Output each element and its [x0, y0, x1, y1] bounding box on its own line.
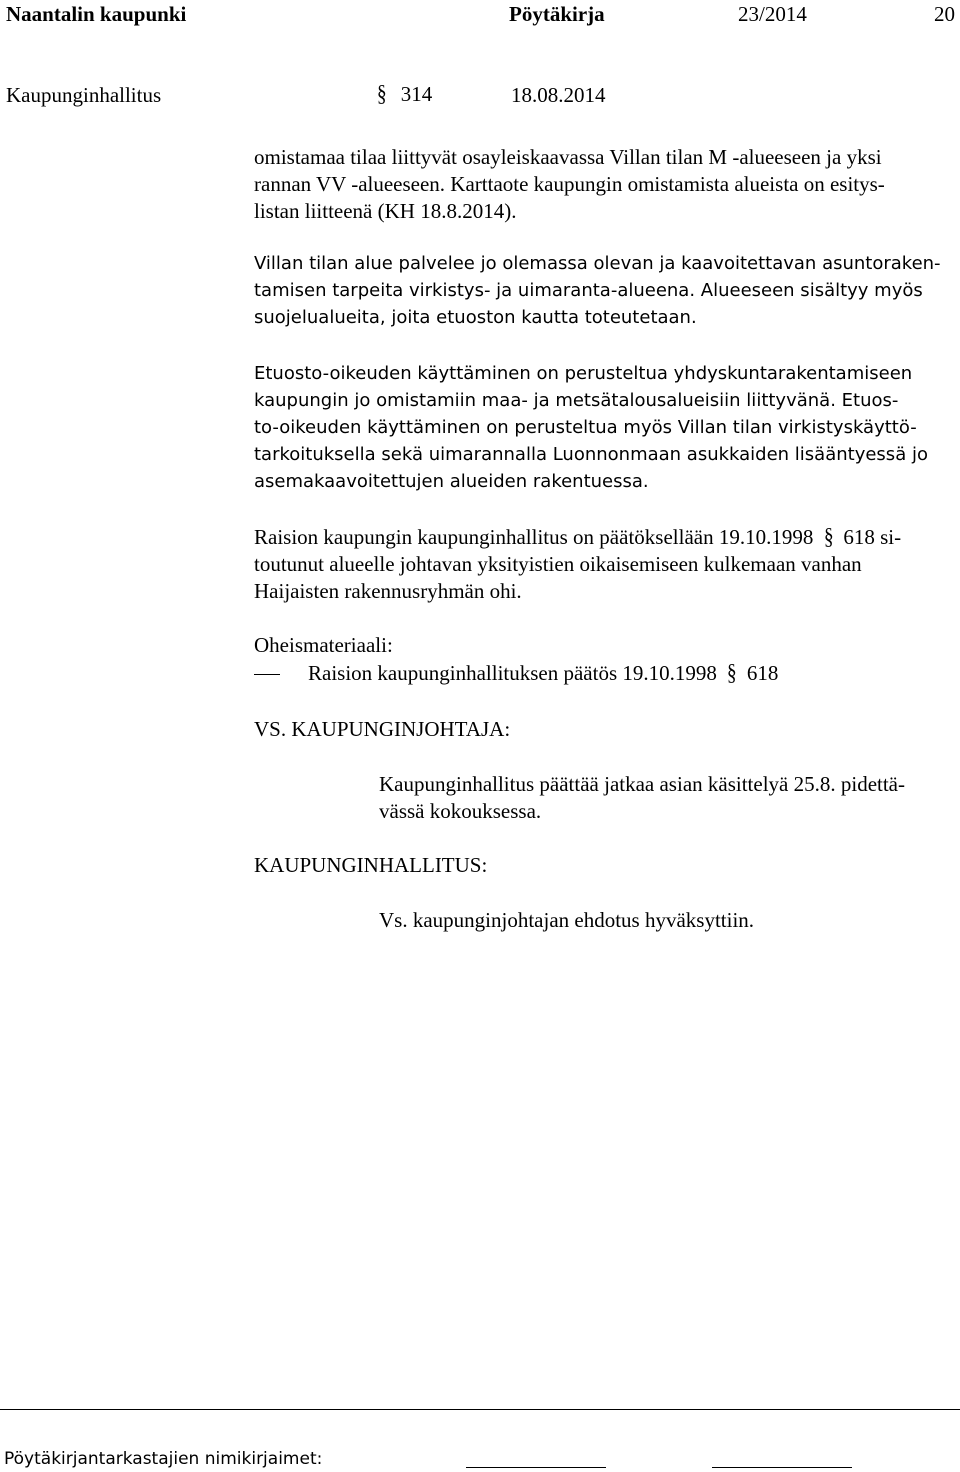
- page-number: 20: [934, 2, 955, 26]
- decision-heading: KAUPUNGINHALLITUS:: [254, 853, 488, 877]
- body-name: Kaupunginhallitus: [6, 83, 162, 107]
- attachment-text: Raision kaupunginhallituksen päätös 19.10.1998: [308, 661, 717, 685]
- section-symbol: §: [823, 524, 834, 549]
- paragraph-line: [254, 526, 901, 548]
- proposal-line: vässä kokouksessa.: [379, 799, 542, 823]
- attachments-heading: Oheismateriaali:: [254, 633, 393, 657]
- signatures-label: Pöytäkirjantarkastajien nimikirjaimet:: [4, 1449, 323, 1469]
- document-type: Pöytäkirja: [509, 2, 605, 26]
- paragraph-line: toutunut alueelle johtavan yksityistien oikaisemiseen kulkemaan vanhan: [254, 552, 862, 576]
- decision-text: Vs. kaupunginjohtajan ehdotus hyväksyttiin.: [379, 908, 755, 932]
- paragraph-line: listan liitteenä (KH 18.8.2014).: [254, 199, 517, 223]
- signature-line: [712, 1467, 852, 1468]
- section-number: 314: [400, 82, 433, 106]
- paragraph-text: 618 si-: [843, 525, 902, 549]
- paragraph-line: omistamaa tilaa liittyvät osayleiskaavassa Villan tilan M -alueeseen ja yksi: [254, 145, 882, 169]
- footer-divider: [0, 1409, 960, 1410]
- paragraph-text: Raision kaupungin kaupunginhallitus on päätöksellään 19.10.1998: [254, 525, 814, 549]
- list-dash: [254, 674, 280, 675]
- section-symbol: §: [726, 660, 737, 685]
- proposal-line: Kaupunginhallitus päättää jatkaa asian käsittelyä 25.8. pidettä-: [379, 772, 905, 796]
- paragraph-line: Villan tilan alue palvelee jo olemassa olevan ja kaavoitettavan asuntoraken-: [254, 253, 941, 274]
- proposal-heading: VS. KAUPUNGINJOHTAJA:: [254, 717, 511, 741]
- document-number: 23/2014: [738, 2, 807, 26]
- paragraph-line: to-oikeuden käyttäminen on perusteltua myös Villan tilan virkistyskäyttö-: [254, 417, 917, 438]
- section-symbol: §: [376, 81, 387, 106]
- attachment-section-number: 618: [746, 661, 779, 685]
- paragraph-line: Etuosto-oikeuden käyttäminen on perusteltua yhdyskuntarakentamiseen: [254, 363, 913, 384]
- signature-line: [466, 1467, 606, 1468]
- municipality-name: Naantalin kaupunki: [6, 2, 187, 26]
- section-reference: [376, 81, 432, 107]
- meeting-date: 18.08.2014: [511, 83, 606, 107]
- paragraph-line: asemakaavoitettujen alueiden rakentuessa.: [254, 471, 649, 492]
- attachment-item: [308, 662, 778, 684]
- paragraph-line: suojelualueita, joita etuoston kautta toteutetaan.: [254, 307, 697, 328]
- paragraph-line: rannan VV -alueeseen. Karttaote kaupungin omistamista alueista on esitys-: [254, 172, 885, 196]
- paragraph-line: tamisen tarpeita virkistys- ja uimaranta-alueena. Alueeseen sisältyy myös: [254, 280, 923, 301]
- paragraph-line: Haijaisten rakennusryhmän ohi.: [254, 579, 522, 603]
- paragraph-line: tarkoituksella sekä uimarannalla Luonnonmaan asukkaiden lisääntyessä jo: [254, 444, 928, 465]
- paragraph-line: kaupungin jo omistamiin maa- ja metsätalousalueisiin liittyvänä. Etuos-: [254, 390, 899, 411]
